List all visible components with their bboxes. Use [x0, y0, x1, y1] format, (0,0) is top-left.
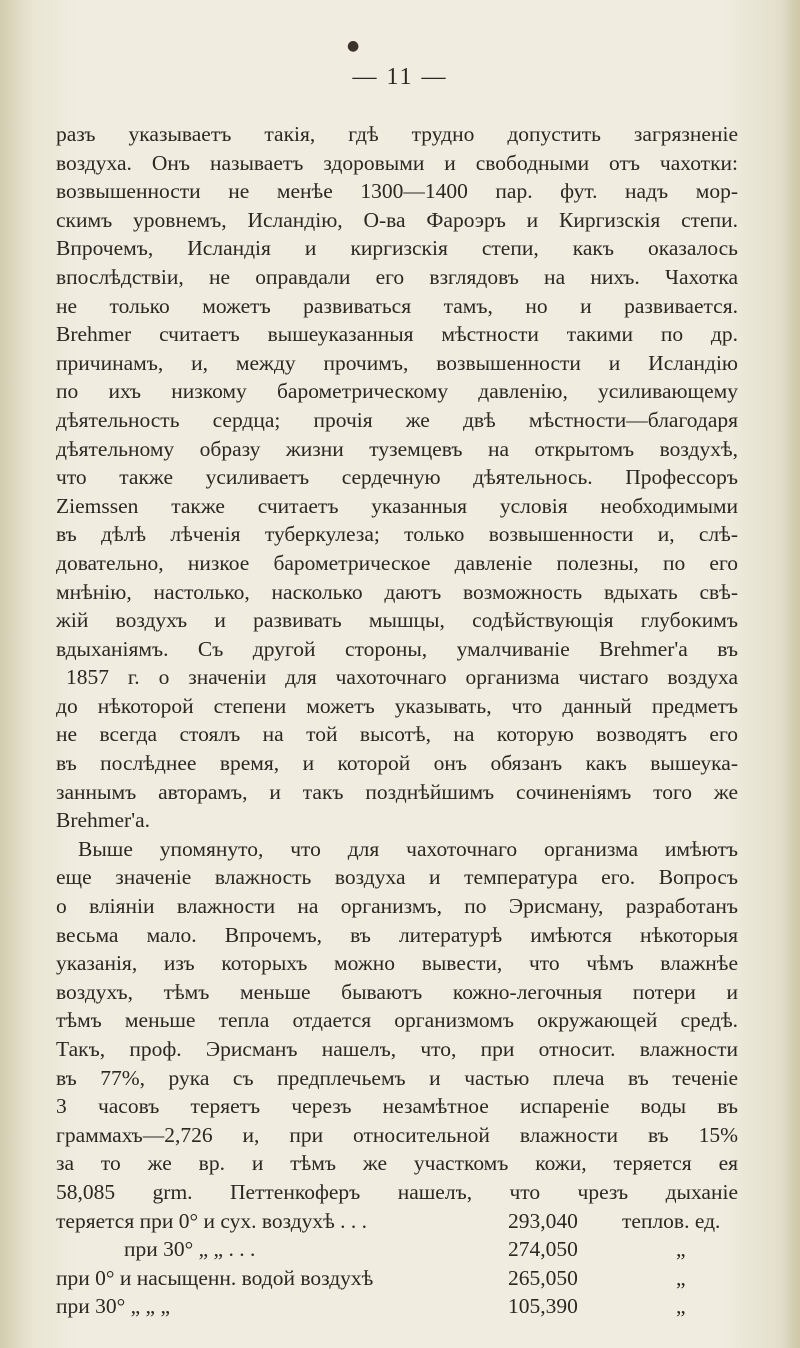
text-line: жій воздухъ и развивать мышцы, содѣйствующія глубокимъ [56, 608, 738, 633]
page-left-edge [0, 0, 34, 1348]
row-unit: теплов. ед. [622, 1208, 721, 1233]
text-line: 58,085 grm. Петтенкоферъ нашелъ, что чрезъ дыханіе [56, 1179, 738, 1204]
page-number: — 11 — [352, 64, 448, 90]
text-line: мнѣнію, настолько, насколько даютъ возможность вдыхать свѣ- [56, 579, 738, 604]
text-line: впослѣдствіи, не оправдали его взглядовъ на нихъ. Чахотка [56, 264, 738, 289]
text-line: Впрочемъ, Исландія и киргизскія степи, какъ оказалось [56, 236, 738, 261]
row-label: при 30° „ „ . . . [124, 1237, 256, 1262]
text-line: въ дѣлѣ лѣченія туберкулеза; только возвышенности и, слѣ- [56, 522, 738, 547]
text-line: 3 часовъ теряетъ черезъ незамѣтное испареніе воды въ [56, 1094, 738, 1119]
text-line: Ziemssen также считаетъ указанныя условія необходимыми [56, 493, 738, 518]
ink-mark: ● [347, 38, 360, 54]
paragraph-start: Выше упомянуто, что для чахоточнаго организма имѣютъ [78, 836, 738, 861]
text-line: въ послѣднее время, и которой онъ обязанъ какъ вышеука- [56, 751, 738, 776]
row-value: 105,390 [508, 1294, 578, 1319]
text-line: довательно, низкое барометрическое давленіе полезны, по его [56, 550, 738, 575]
text-line: Такъ, проф. Эрисманъ нашелъ, что, при относит. влажности [56, 1037, 738, 1061]
heat-loss-row [56, 1207, 738, 1236]
text-line: по ихъ низкому барометрическому давленію, усиливающему [56, 379, 738, 404]
body-text [56, 120, 738, 1321]
row-label: теряется при 0° и сух. воздухѣ . . . [56, 1208, 368, 1233]
text-line: о вліяніи влажности на организмъ, по Эрисману, разработанъ [56, 894, 738, 919]
text-line: 1857 г. о значеніи для чахоточнаго организма чистаго воздуха [66, 665, 738, 690]
text-line: въ 77%, рука съ предплечьемъ и частью плеча въ теченіе [56, 1065, 738, 1090]
row-value: 265,050 [508, 1265, 578, 1290]
text-line: весьма мало. Впрочемъ, въ литературѣ имѣются нѣкоторыя [56, 922, 738, 947]
text-line: Brehmer считаетъ вышеуказанныя мѣстности такими по др. [56, 322, 738, 347]
text-line: скимъ уровнемъ, Исландію, О-ва Фароэръ и Киргизскія степи. [56, 207, 738, 232]
page-right-edge [782, 0, 800, 1348]
text-line: причинамъ, и, между прочимъ, возвышенности и Исландію [56, 350, 738, 375]
text-line: не только можетъ развиваться тамъ, но и развивается. [56, 293, 738, 318]
heat-loss-row [56, 1292, 738, 1321]
text-line: возвышенности не менѣе 1300—1400 пар. фут. надъ мор- [56, 179, 738, 204]
row-unit: „ [676, 1265, 686, 1290]
row-unit: „ [676, 1294, 686, 1319]
text-line: что также усиливаетъ сердечную дѣятельнось. Профессоръ [56, 465, 738, 490]
text-line: Brehmer'а. [56, 808, 151, 833]
row-value: 274,050 [508, 1237, 578, 1262]
heat-loss-row [56, 1264, 738, 1293]
text-line: заннымъ авторамъ, и такъ позднѣйшимъ сочиненіямъ того же [56, 779, 738, 804]
text-line: еще значеніе влажность воздуха и температура его. Вопросъ [56, 865, 738, 890]
text-line: граммахъ—2,726 и, при относительной влажности въ 15% [56, 1122, 738, 1147]
text-line: дѣятельность сердца; прочія же двѣ мѣстности—благодаря [56, 407, 738, 432]
text-line: воздуха. Онъ называетъ здоровыми и свободными отъ чахотки: [56, 150, 738, 175]
row-value: 293,040 [508, 1208, 578, 1233]
text-line: не всегда стоялъ на той высотѣ, на которую возводятъ его [56, 722, 738, 747]
heat-loss-row [56, 1235, 738, 1264]
text-line: воздухъ, тѣмъ меньше бываютъ кожно-легочныя потери и [56, 979, 738, 1004]
text-line: тѣмъ меньше тепла отдается организмомъ окружающей средѣ. [56, 1008, 738, 1033]
text-line: разъ указываетъ такія, гдѣ трудно допустить загрязненіе [56, 122, 738, 146]
row-label: при 0° и насыщенн. водой воздухѣ [56, 1265, 374, 1290]
text-line: дѣятельному образу жизни туземцевъ на открытомъ воздухѣ, [56, 436, 738, 461]
row-unit: „ [676, 1237, 686, 1262]
row-label: при 30° „ „ „ [56, 1294, 170, 1319]
text-line: указанія, изъ которыхъ можно вывести, что чѣмъ влажнѣе [56, 951, 738, 976]
text-line: до нѣкоторой степени можетъ указывать, что данный предметъ [56, 693, 738, 718]
text-line: за то же вр. и тѣмъ же участкомъ кожи, теряется ея [56, 1151, 738, 1176]
text-line: вдыханіямъ. Съ другой стороны, умалчиваніе Brehmer'а въ [56, 636, 738, 661]
